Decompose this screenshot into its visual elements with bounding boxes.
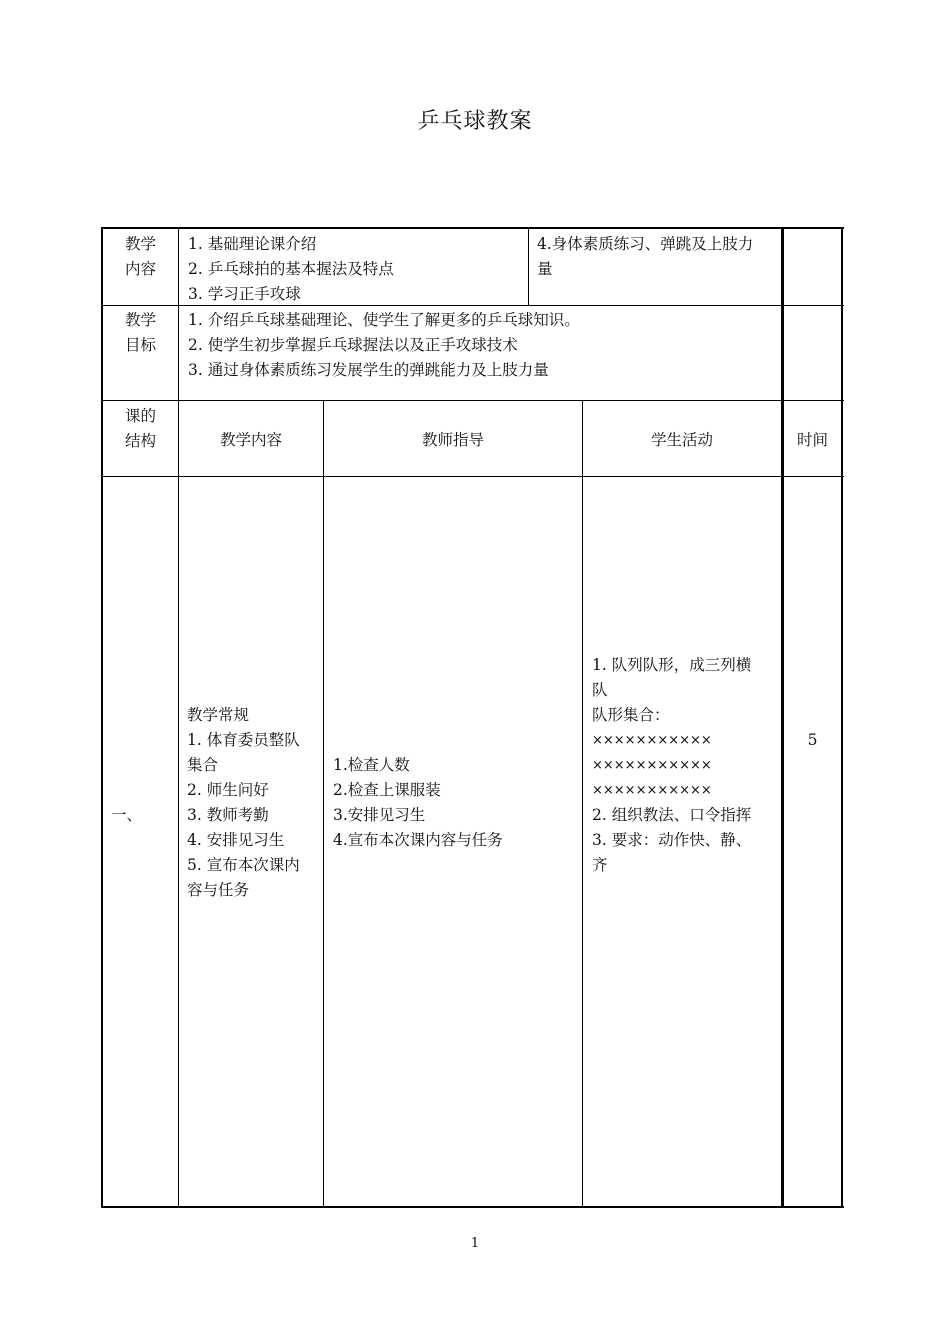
- content-row-extra: 4.身体素质练习、弹跳及上肢力 量: [537, 235, 754, 278]
- table-border-left: [101, 227, 103, 1208]
- list-item: 3. 通过身体素质练习发展学生的弹跳能力及上肢力量: [188, 361, 549, 379]
- formation-row: ×××××××××××: [592, 758, 712, 773]
- goal-row-label: 教学 目标: [124, 311, 156, 354]
- list-item: 1. 基础理论课介绍: [188, 235, 317, 253]
- section-one-content: 教学常规 1. 体育委员整队 集合 2. 师生问好 3. 教师考勤 4. 安排见习生 5. 宣布本次课内 容与任务: [187, 706, 300, 899]
- document-title: 乒乓球教案: [417, 109, 533, 134]
- goal-row-items: [188, 308, 778, 383]
- header-time: 时间: [796, 431, 828, 449]
- formation-row: ×××××××××××: [592, 783, 712, 798]
- table-divider: [781, 227, 784, 1208]
- table-divider: [178, 227, 179, 1208]
- page-number: 1: [470, 1236, 480, 1251]
- list-item: 2. 使学生初步掌握乒乓球握法以及正手攻球技术: [188, 336, 518, 354]
- table-divider: [582, 400, 583, 1208]
- section-one-label: 一、: [111, 806, 143, 824]
- header-structure: 课的 结构: [124, 407, 156, 450]
- header-guidance: 教师指导: [421, 431, 484, 449]
- header-content: 教学内容: [219, 431, 282, 449]
- table-divider: [323, 400, 324, 1208]
- header-activity: 学生活动: [650, 431, 713, 449]
- list-item: 3. 学习正手攻球: [188, 285, 301, 303]
- content-row-items: [188, 232, 523, 307]
- table-divider: [101, 476, 844, 477]
- section-one-activity: 1. 队列队形，成三列横 队 队形集合： ××××××××××× ××××××××××× ××××××××××× 2. 组织教法、口令指挥 3. 要求：动作快、静、 齐: [592, 653, 778, 878]
- table-border-bottom: [101, 1206, 844, 1208]
- section-one-time: 5: [807, 731, 818, 749]
- list-item: 1. 介绍乒乓球基础理论、使学生了解更多的乒乓球知识。: [188, 311, 580, 329]
- section-one-guidance: 1.检查人数 2.检查上课服装 3.安排见习生 4.宣布本次课内容与任务: [333, 756, 503, 849]
- table-divider: [528, 227, 529, 306]
- table-border-right: [841, 227, 843, 1208]
- list-item: 2. 乒乓球拍的基本握法及特点: [188, 260, 394, 278]
- content-row-label: 教学 内容: [124, 235, 156, 278]
- formation-row: ×××××××××××: [592, 733, 712, 748]
- table-border-top: [101, 227, 844, 229]
- table-divider: [101, 400, 844, 401]
